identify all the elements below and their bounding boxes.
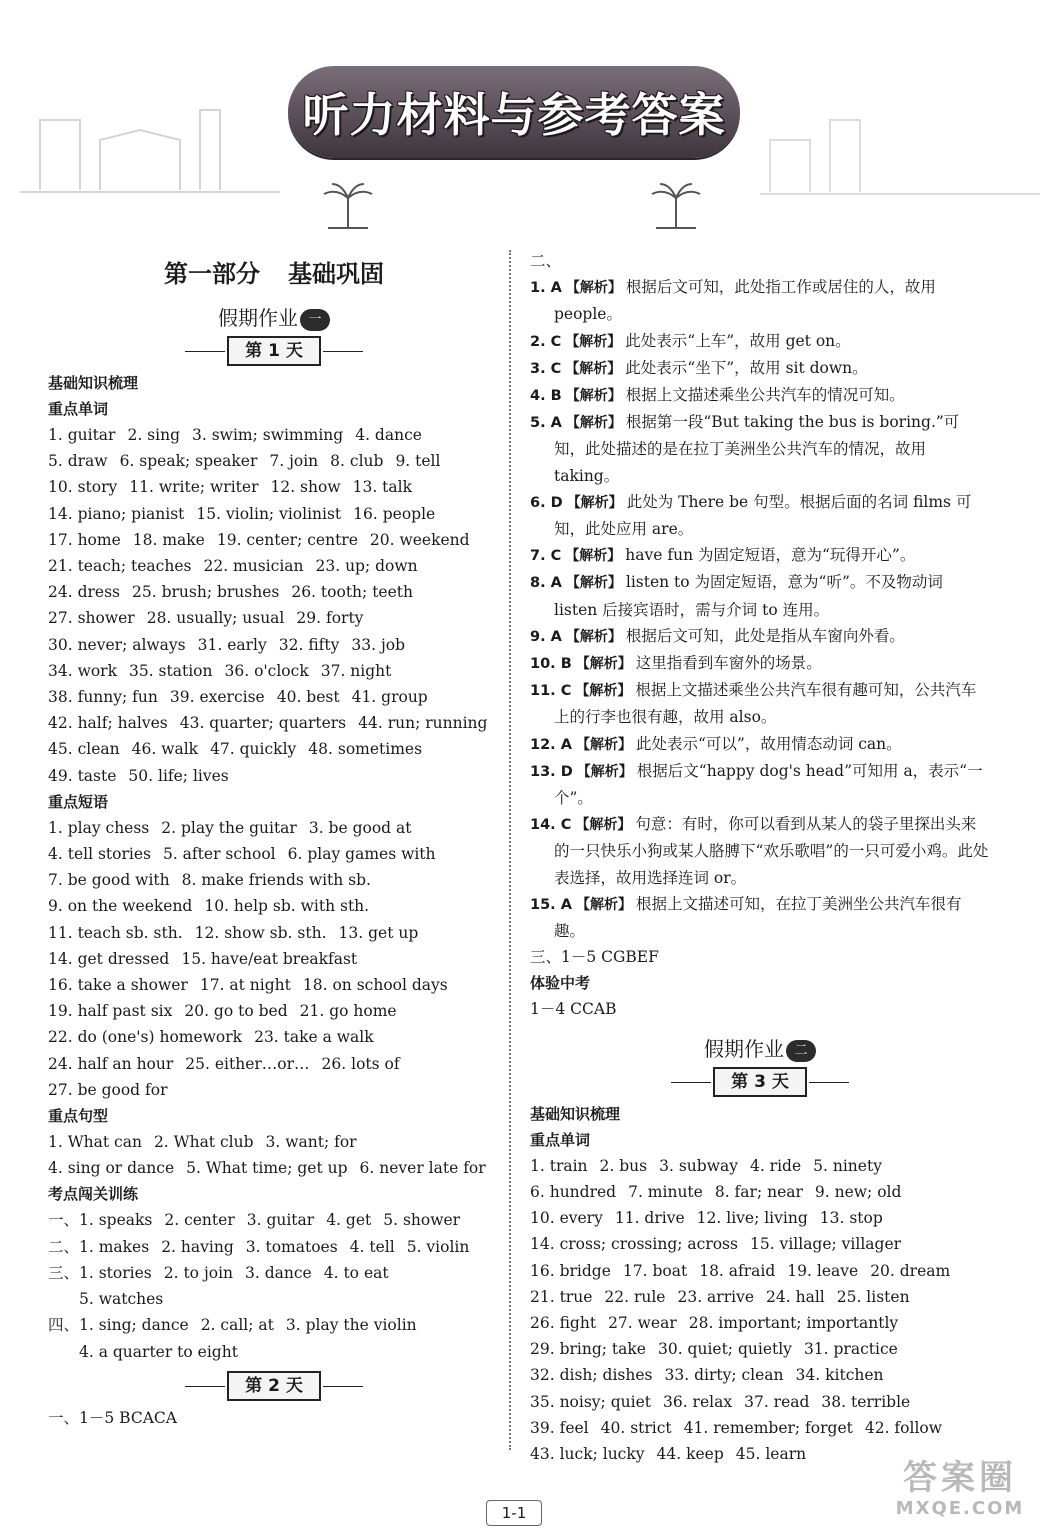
list-item: 5. violin [406,1237,470,1256]
column-separator [509,250,511,1450]
list-row [48,1339,500,1365]
answer-number: 15. A [530,896,572,913]
list-item: 5. What time; get up [186,1159,348,1178]
list-row [48,867,500,893]
right-column [530,248,990,1467]
answer-line: 三、1－5 CGBEF [530,948,659,967]
answer-line: 一、1－5 BCACA [48,1408,177,1427]
answer-item [530,328,990,355]
list-item: 5. after school [162,845,276,864]
answer-text: 根据第一段“But taking the bus is boring.”可知，此处描述的是在拉丁美洲坐公共汽车的情况，故用 taking。 [554,413,960,485]
list-item: 13. get up [338,923,419,942]
sketch-decoration [20,90,280,200]
list-item: 14. cross; crossing; across [530,1235,738,1254]
homework-heading [48,300,500,336]
palm-tree-icon [318,180,378,230]
watermark [875,1458,1045,1528]
list-item: 19. leave [787,1261,859,1280]
list-item: 40. best [276,688,340,707]
list-item: 34. work [48,661,117,680]
list-item: 47. quickly [210,740,297,759]
answer-number: 3. C [530,360,562,377]
list-item: 16. take a shower [48,976,188,995]
answer-item [530,569,990,622]
answer-number: 10. B [530,656,572,673]
list-item: 11. drive [614,1209,685,1228]
list-row [48,1286,500,1312]
day-label: 第 2 天 [227,1371,321,1401]
answer-item [530,274,990,327]
list-item: 35. station [128,661,213,680]
list-item: 30. quiet; quietly [657,1340,792,1359]
list-row [48,998,500,1024]
list-item: 2. bus [599,1156,648,1175]
section-heading: 基础知识梳理 [530,1104,621,1123]
list-item: 35. noisy; quiet [530,1392,651,1411]
list-item: 31. early [197,635,267,654]
banner-title: 听力材料与参考答案 [302,88,726,142]
answer-number: 6. D [530,494,563,511]
left-column [48,248,500,1431]
list-item: 20. dream [870,1261,951,1280]
list-item: 18. on school days [302,976,448,995]
answer-text: 句意：有时，你可以看到从某人的袋子里探出头来的一只快乐小狗或某人胳膊下“欢乐歌唱”的一只可爱小鸡。此处表选择，故用选择连词 or。 [554,815,989,887]
list-item: 3. subway [659,1156,738,1175]
list-item: 49. taste [48,766,117,785]
list-item: 1. train [530,1156,588,1175]
section-heading: 体验中考 [530,974,591,993]
list-item: 18. afraid [699,1261,776,1280]
list-row [530,1284,990,1310]
list-row [48,1051,500,1077]
answer-number: 1. A [530,280,562,297]
list-row [48,605,500,631]
answer-number: 2. C [530,333,562,350]
list-item: 24. hall [766,1287,825,1306]
list-item: 11. teach sb. sth. [48,923,183,942]
list-row [530,1231,990,1257]
list-item: 2. sing [127,426,181,444]
part-label: 第一部分 [164,260,260,288]
list-row [530,1205,990,1231]
list-row [48,632,500,658]
list-item: 6. hundred [530,1182,617,1201]
answer-item [530,811,990,891]
answer-text: 此处表示“坐下”，故用 sit down。 [625,358,868,377]
list-row [48,553,500,579]
header-banner-area [0,0,1057,245]
sketch-decoration [760,100,1040,200]
analysis-tag: 【解析】 [565,548,622,565]
list-item: 22. do (one's) homework [48,1028,243,1047]
homework-badge: 二 [786,1040,816,1062]
list-item: 5. shower [383,1211,461,1230]
list-row [530,1389,990,1415]
answer-item [530,489,990,542]
list-item: 10. help sb. with sth. [204,897,370,916]
list-item: 42. follow [864,1418,943,1437]
list-item: 13. stop [819,1209,883,1228]
section-heading: 基础知识梳理 [48,374,139,392]
list-item: 10. story [48,478,118,497]
list-item: 一、1. speaks [48,1211,153,1230]
analysis-answers [530,274,990,944]
list-item: 1. play chess [48,818,150,837]
list-row [530,1336,990,1362]
list-item: 9. tell [395,452,441,471]
analysis-tag: 【解析】 [565,333,622,350]
list-row [530,1310,990,1336]
list-item: 37. night [320,661,392,680]
analysis-tag: 【解析】 [575,736,632,753]
answer-text: 根据上文描述乘坐公共汽车很有趣可知，公共汽车上的行李也很有趣，故用 also。 [554,681,977,727]
list-item: 2. What club [153,1133,254,1152]
answer-text: 根据后文可知，此处是指从车窗向外看。 [625,626,905,645]
list-item: 16. bridge [530,1261,611,1280]
analysis-tag: 【解析】 [565,415,622,432]
list-item: 5. draw [48,452,108,471]
list-item: 23. take a walk [254,1028,374,1047]
list-row [48,1260,500,1286]
list-item: 5. ninety [813,1156,882,1175]
analysis-tag: 【解析】 [575,817,632,834]
list-row [48,763,500,789]
list-item: 4. sing or dance [48,1159,175,1178]
watermark-url: MXQE.COM [895,1498,1025,1519]
list-item: 4. to eat [323,1263,389,1282]
analysis-tag: 【解析】 [565,628,622,645]
answer-item [530,409,990,489]
answer-number: 5. A [530,415,562,432]
list-item: 17. home [48,530,121,549]
list-item: 21. teach; teaches [48,557,192,576]
answer-item [530,891,990,944]
list-item: 2. having [161,1237,234,1256]
day-heading [48,336,500,370]
list-row [48,946,500,972]
list-item: 7. join [269,452,319,471]
list-item: 4. ride [749,1156,802,1175]
list-item: 12. show sb. sth. [194,923,327,942]
list-item: 36. relax [662,1392,733,1411]
list-row [48,1312,500,1338]
list-item: 27. wear [608,1313,677,1332]
list-row [48,527,500,553]
list-item: 36. o'clock [224,661,309,680]
answer-item [530,677,990,730]
list-item: 3. tomatoes [245,1237,338,1256]
homework-title: 假期作业 [218,306,298,330]
list-item: 26. fight [530,1313,597,1332]
list-item: 40. strict [600,1418,672,1437]
answer-text: 此处为 There be 句型。根据后面的名词 films 可知，此处应用 are。 [554,492,972,539]
list-item: 20. weekend [369,530,470,549]
list-item: 3. be good at [308,818,412,837]
list-item: 1. guitar [48,426,116,444]
answer-number: 9. A [530,628,562,645]
list-row [48,1155,500,1181]
watermark-logo: 答案圈 [903,1458,1017,1498]
training-list [48,1207,500,1364]
answer-number: 8. A [530,575,562,592]
list-row [530,1362,990,1388]
answer-number: 11. C [530,683,572,700]
section-heading: 重点句型 [48,1107,109,1126]
list-item: 29. forty [296,609,364,628]
list-item: 7. be good with [48,871,170,890]
list-item: 17. boat [622,1261,688,1280]
list-item: 9. on the weekend [48,897,193,916]
day-label: 第 3 天 [713,1067,807,1097]
answer-number: 14. C [530,817,572,834]
list-item: 25. brush; brushes [132,583,280,602]
list-item: 三、1. stories [48,1263,152,1282]
list-item: 21. true [530,1287,593,1306]
list-item: 15. village; villager [749,1235,902,1254]
list-item: 24. dress [48,583,120,602]
list-item: 29. bring; take [530,1340,646,1359]
list-item: 6. never late for [359,1159,486,1178]
list-item: 39. exercise [169,688,265,707]
list-item: 25. listen [836,1287,910,1306]
list-item: 8. make friends with sb. [181,871,371,890]
list-item: 4. dance [355,426,422,444]
list-row [48,920,500,946]
list-item: 28. important; importantly [688,1313,899,1332]
list-item: 32. dish; dishes [530,1366,653,1385]
analysis-tag: 【解析】 [576,763,633,780]
answer-text: listen to 为固定短语，意为“听”。不及物动词 listen 后接宾语时，需与介词 to 连用。 [554,573,943,619]
list-item: 8. club [330,452,384,471]
answer-number: 7. C [530,548,562,565]
list-item: 四、1. sing; dance [48,1316,189,1335]
list-item: 4. a quarter to eight [48,1342,238,1361]
list-item: 5. watches [48,1290,164,1309]
list-item: 33. dirty; clean [664,1366,784,1385]
list-row [48,579,500,605]
answer-item [530,758,990,811]
list-item: 50. life; lives [128,766,229,785]
list-item: 33. job [351,635,406,654]
list-row [48,474,500,500]
list-item: 37. read [744,1392,810,1411]
list-row [48,841,500,867]
list-item: 8. far; near [714,1182,803,1201]
list-row [48,710,500,736]
word-list [48,422,500,789]
phrase-list [48,815,500,1103]
list-item: 2. call; at [200,1316,274,1335]
list-item: 32. fifty [278,635,340,654]
list-row [48,893,500,919]
list-item: 15. have/eat breakfast [181,949,358,968]
answer-text: 根据上文描述可知，在拉丁美洲坐公共汽车很有趣。 [554,894,962,941]
answer-number: 4. B [530,388,562,405]
list-item: 16. people [353,504,436,523]
list-item: 6. play games with [287,845,436,864]
section-number: 二、 [530,252,562,270]
list-item: 4. tell [349,1237,395,1256]
answer-number: 12. A [530,736,572,753]
list-item: 44. run; running [358,714,488,733]
list-item: 31. practice [803,1340,898,1359]
list-item: 3. guitar [246,1211,315,1230]
list-item: 38. terrible [821,1392,911,1411]
list-row [530,1415,990,1441]
list-row [48,736,500,762]
list-item: 26. tooth; teeth [291,583,413,602]
list-item: 12. show [270,478,341,497]
list-item: 42. half; halves [48,714,168,733]
answer-item [530,623,990,650]
list-row [48,972,500,998]
list-item: 27. shower [48,609,135,628]
answer-item [530,355,990,382]
answer-item [530,382,990,409]
answer-text: 此处表示“可以”，故用情态动词 can。 [635,734,902,753]
list-item: 43. quarter; quarters [179,714,347,733]
list-item: 45. clean [48,740,120,759]
part-subtitle: 基础巩固 [288,260,384,288]
homework-title: 假期作业 [704,1036,784,1061]
list-row [48,1077,500,1103]
list-item: 4. get [326,1211,372,1230]
list-row [48,1024,500,1050]
list-item: 38. funny; fun [48,688,158,707]
list-item: 48. sometimes [308,740,423,759]
list-item: 6. speak; speaker [119,452,258,471]
answer-item [530,542,990,569]
answer-text: have fun 为固定短语，意为“玩得开心”。 [625,546,916,565]
list-item: 10. every [530,1209,603,1228]
list-item: 2. play the guitar [161,818,297,837]
list-item: 22. rule [604,1287,666,1306]
analysis-tag: 【解析】 [566,494,623,511]
list-item: 22. musician [203,557,304,576]
answer-text: 根据后文“happy dog's head”可知用 a，表示“一个”。 [554,761,983,808]
list-item: 41. group [351,688,428,707]
list-item: 15. violin; violinist [196,504,342,523]
list-item: 18. make [132,530,205,549]
answer-number: 13. D [530,763,573,780]
list-item: 25. either…or… [185,1054,310,1073]
analysis-tag: 【解析】 [565,280,622,297]
list-item: 45. learn [735,1444,807,1463]
day-label: 第 1 天 [227,336,321,366]
section-heading: 重点单词 [530,1130,591,1149]
list-item: 1. What can [48,1133,142,1152]
analysis-tag: 【解析】 [575,896,632,913]
list-item: 3. swim; swimming [192,426,344,444]
answer-text: 根据上文描述乘坐公共汽车的情况可知。 [625,386,905,405]
list-row [48,1129,500,1155]
list-item: 28. usually; usual [146,609,285,628]
list-row [530,1153,990,1179]
list-item: 13. talk [352,478,413,497]
list-item: 3. play the violin [285,1316,417,1335]
list-item: 21. go home [299,1002,397,1021]
list-row [48,1207,500,1233]
list-item: 30. never; always [48,635,186,654]
section-heading: 考点闯关训练 [48,1185,139,1204]
answer-text: 这里指看到车窗外的场景。 [635,654,822,673]
list-row [48,1234,500,1260]
list-row [48,448,500,474]
answer-line: 1－4 CCAB [530,1000,617,1019]
list-row [48,422,500,448]
analysis-tag: 【解析】 [565,575,622,592]
list-row [530,1179,990,1205]
list-item: 44. keep [656,1444,724,1463]
list-item: 7. minute [628,1182,703,1201]
palm-tree-icon [646,180,706,230]
list-item: 39. feel [530,1418,589,1437]
list-item: 9. new; old [814,1182,902,1201]
list-item: 11. write; writer [129,478,259,497]
list-item: 26. lots of [321,1054,400,1073]
day-heading [530,1067,990,1101]
list-item: 3. dance [245,1263,312,1282]
list-item: 2. center [164,1211,235,1230]
word-list [530,1153,990,1467]
analysis-tag: 【解析】 [575,683,632,700]
list-row [48,658,500,684]
list-row [48,501,500,527]
sentence-list [48,1129,500,1181]
homework-badge: 一 [300,309,330,331]
list-row [48,815,500,841]
section-heading: 重点短语 [48,792,109,811]
list-item: 27. be good for [48,1080,168,1099]
list-item: 3. want; for [265,1133,357,1152]
list-item: 23. up; down [315,557,418,576]
list-item: 12. live; living [696,1209,808,1228]
list-row [530,1258,990,1284]
list-item: 4. tell stories [48,845,151,864]
section-heading: 重点单词 [48,400,109,418]
list-item: 二、1. makes [48,1237,150,1256]
analysis-tag: 【解析】 [565,388,622,405]
analysis-tag: 【解析】 [575,656,632,673]
answer-text: 此处表示“上车”，故用 get on。 [625,331,851,350]
day-heading [48,1371,500,1405]
part-title [48,248,500,300]
list-item: 17. at night [199,976,291,995]
list-item: 2. to join [163,1263,234,1282]
list-item: 24. half an hour [48,1054,174,1073]
answer-item [530,650,990,677]
answer-text: 根据后文可知，此处指工作或居住的人，故用 people。 [554,278,936,324]
list-item: 19. center; centre [216,530,358,549]
answer-item [530,731,990,758]
page-number: 1-1 [486,1500,542,1526]
list-item: 20. go to bed [184,1002,288,1021]
list-row [48,684,500,710]
title-banner [288,66,740,158]
analysis-tag: 【解析】 [565,360,622,377]
list-item: 43. luck; lucky [530,1444,645,1463]
homework-heading [530,1031,990,1067]
list-item: 23. arrive [677,1287,755,1306]
list-item: 14. piano; pianist [48,504,185,523]
list-item: 41. remember; forget [683,1418,853,1437]
list-item: 34. kitchen [795,1366,884,1385]
list-item: 14. get dressed [48,949,170,968]
list-item: 46. walk [131,740,199,759]
list-item: 19. half past six [48,1002,173,1021]
